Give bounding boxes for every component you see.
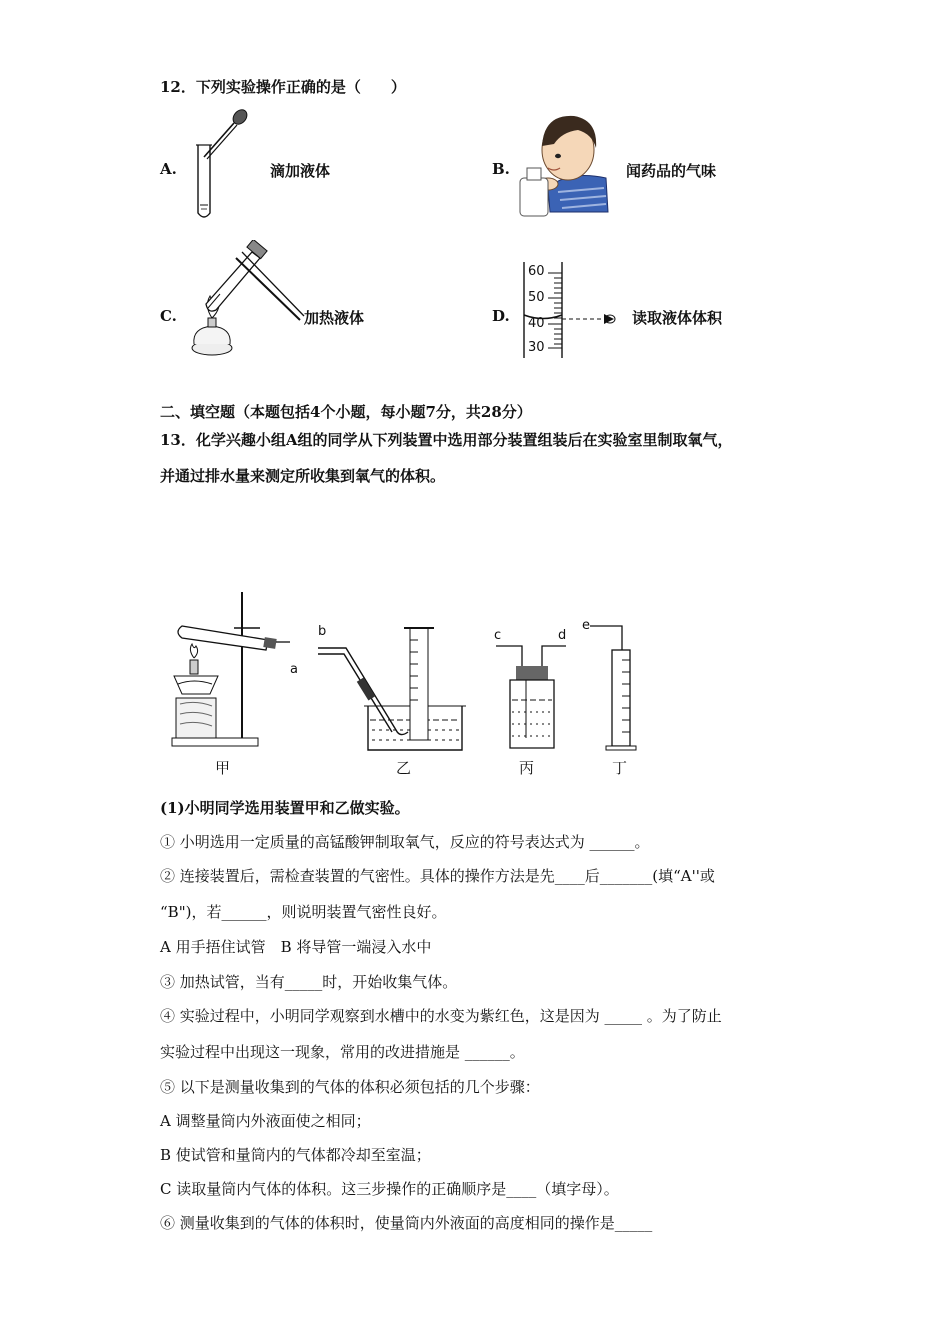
label-c: c bbox=[494, 628, 502, 643]
option-c-letter: C. bbox=[160, 307, 177, 325]
q13-item1: ① 小明选用一定质量的高锰酸钾制取氧气，反应的符号表达式为 ______。 bbox=[160, 833, 650, 851]
option-d-letter: D. bbox=[492, 307, 510, 325]
tick-30: 30 bbox=[528, 340, 545, 355]
q13-item3: ③ 加热试管，当有_____时，开始收集气体。 bbox=[160, 973, 458, 991]
caption-jia: 甲 bbox=[215, 759, 231, 777]
q12-stem: 12．下列实验操作正确的是（ ） bbox=[160, 78, 406, 96]
caption-ding: 丁 bbox=[612, 759, 628, 777]
q13-item2: ② 连接装置后，需检查装置的气密性。具体的操作方法是先____后_______(填“A''或 bbox=[160, 867, 715, 885]
tick-60: 60 bbox=[528, 264, 545, 279]
option-b-text: 闻药品的气味 bbox=[626, 162, 717, 180]
q13-item4: ④ 实验过程中，小明同学观察到水槽中的水变为紫红色，这是因为 _____ 。为了防止 bbox=[160, 1007, 722, 1025]
q13-item2-cont: “B")，若______，则说明装置气密性良好。 bbox=[160, 903, 447, 921]
label-a: a bbox=[290, 662, 298, 677]
label-d: d bbox=[558, 628, 567, 643]
q13-item2-choices: A 用手捂住试管 B 将导管一端浸入水中 bbox=[160, 938, 432, 956]
section-heading: 二、填空题（本题包括4个小题，每小题7分，共28分） bbox=[160, 403, 532, 421]
option-c-text: 加热液体 bbox=[304, 309, 365, 327]
option-a-letter: A. bbox=[160, 160, 177, 178]
q13-item6: ⑥ 测量收集到的气体的体积时，使量筒内外液面的高度相同的操作是_____ bbox=[160, 1214, 653, 1232]
option-a-text: 滴加液体 bbox=[270, 162, 331, 180]
apparatus-figure bbox=[160, 590, 660, 760]
q13-item5: ⑤ 以下是测量收集到的气体的体积必须包括的几个步骤： bbox=[160, 1078, 540, 1096]
heating-figure bbox=[188, 240, 308, 362]
q13-item5-a: A 调整量筒内外液面使之相同； bbox=[160, 1112, 371, 1130]
label-e: e bbox=[582, 618, 590, 633]
q13-part1: (1)小明同学选用装置甲和乙做实验。 bbox=[160, 799, 410, 817]
q13-item5-b: B 使试管和量筒内的气体都冷却至室温； bbox=[160, 1146, 431, 1164]
q13-stem-line1: 13．化学兴趣小组A组的同学从下列装置中选用部分装置组装后在实验室里制取氧气， bbox=[160, 431, 733, 449]
q13-item4-cont: 实验过程中出现这一现象，常用的改进措施是 ______。 bbox=[160, 1043, 525, 1061]
q13-item5-c: C 读取量筒内气体的体积。这三步操作的正确顺序是____（填字母）。 bbox=[160, 1180, 619, 1198]
smell-figure bbox=[518, 108, 610, 218]
caption-yi: 乙 bbox=[396, 759, 412, 777]
label-b: b bbox=[318, 624, 327, 639]
option-b-letter: B. bbox=[492, 160, 510, 178]
option-d-text: 读取液体体积 bbox=[632, 309, 723, 327]
dropper-figure bbox=[190, 105, 250, 225]
tick-50: 50 bbox=[528, 290, 545, 305]
caption-bing: 丙 bbox=[519, 759, 535, 777]
q13-stem-line2: 并通过排水量来测定所收集到氧气的体积。 bbox=[160, 467, 446, 485]
tick-40: 40 bbox=[528, 316, 545, 331]
